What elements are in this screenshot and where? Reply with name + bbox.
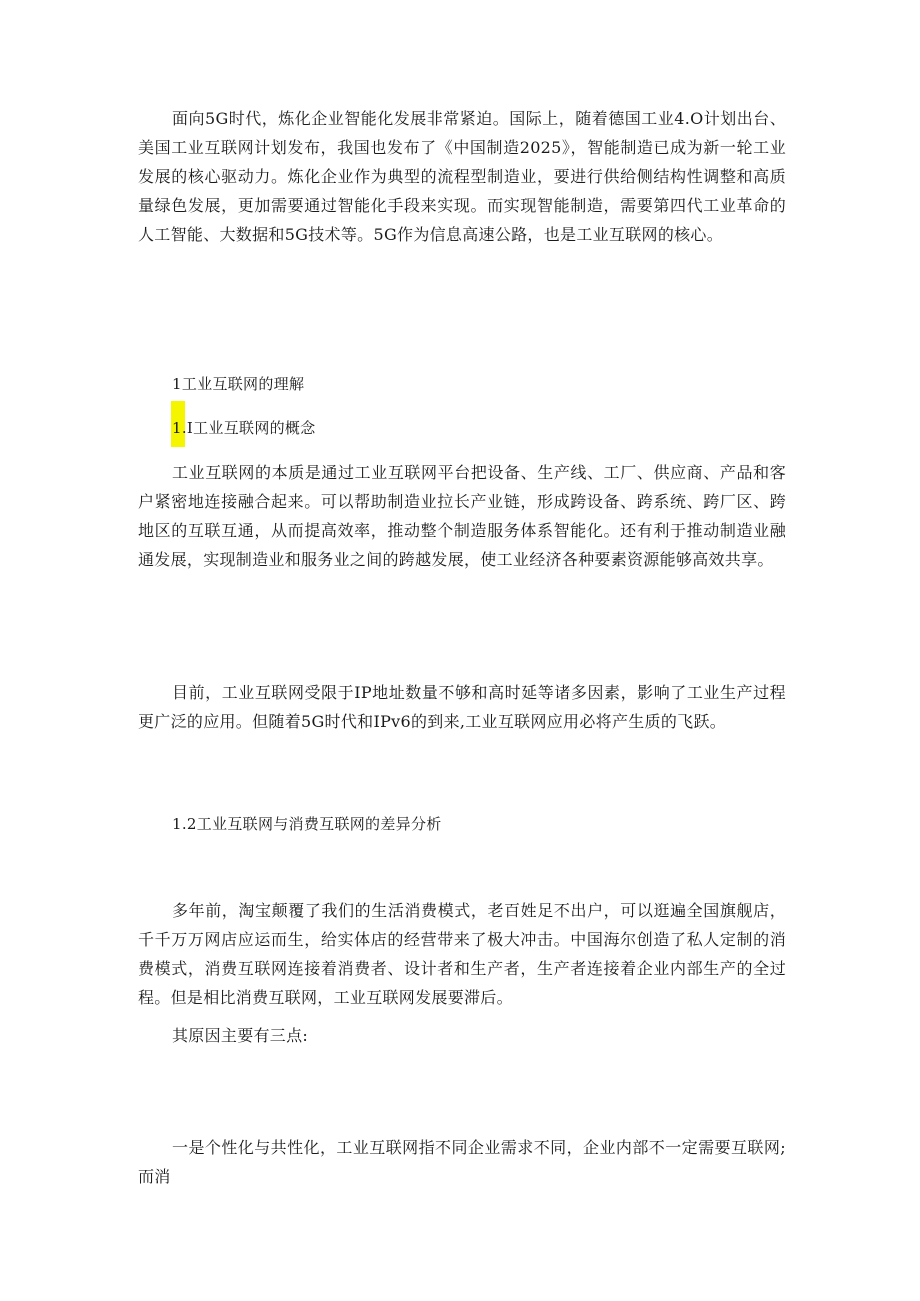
highlighted-heading-text	[172, 415, 316, 441]
reasons-intro-paragraph: 其原因主要有三点:	[172, 1026, 309, 1045]
consumer-internet-paragraph: 多年前，淘宝颠覆了我们的生活消费模式，老百姓足不出户，可以逛遍全国旗舰店，千千万万网店应运而生，给实体店的经营带来了极大冲击。中国海尔创造了私人定制的消费模式，消费互联网连接着消费者、设计者和生产者，生产者连接着企业内部生产的全过程。但是相比消费互联网，工业互联网发展要滞后。	[138, 901, 786, 1007]
section-1-1-heading-label: 1.I工业互联网的概念	[172, 419, 316, 437]
first-reason-paragraph: 一是个性化与共性化，工业互联网指不同企业需求不同，企业内部不一定需要互联网;而消	[138, 1138, 786, 1186]
section-1-1-heading	[172, 415, 316, 441]
current-limitations-paragraph: 目前，工业互联网受限于IP地址数量不够和高时延等诸多因素，影响了工业生产过程更广泛的应用。但随着5G时代和IPv6的到来,工业互联网应用必将产生质的飞跃。	[138, 683, 786, 731]
intro-paragraph: 面向5G时代，炼化企业智能化发展非常紧迫。国际上，随着德国工业4.O计划出台、美国工业互联网计划发布，我国也发布了《中国制造2025》，智能制造已成为新一轮工业发展的核心驱动力。炼化企业作为典型的流程型制造业，要进行供给侧结构性调整和高质量绿色发展，更加需要通过智能化手段来实现。而实现智能制造，需要第四代工业革命的人工智能、大数据和5G技术等。5G作为信息高速公路，也是工业互联网的核心。	[138, 109, 786, 244]
concept-paragraph: 工业互联网的本质是通过工业互联网平台把设备、生产线、工厂、供应商、产品和客户紧密地连接融合起来。可以帮助制造业拉长产业链，形成跨设备、跨系统、跨厂区、跨地区的互联互通，从而提高效率，推动整个制造服务体系智能化。还有利于推动制造业融通发展，实现制造业和服务业之间的跨越发展，使工业经济各种要素资源能够高效共享。	[138, 463, 786, 569]
section-1-heading: 1工业互联网的理解	[172, 375, 305, 393]
section-1-2-heading: 1.2工业互联网与消费互联网的差异分析	[172, 815, 442, 833]
